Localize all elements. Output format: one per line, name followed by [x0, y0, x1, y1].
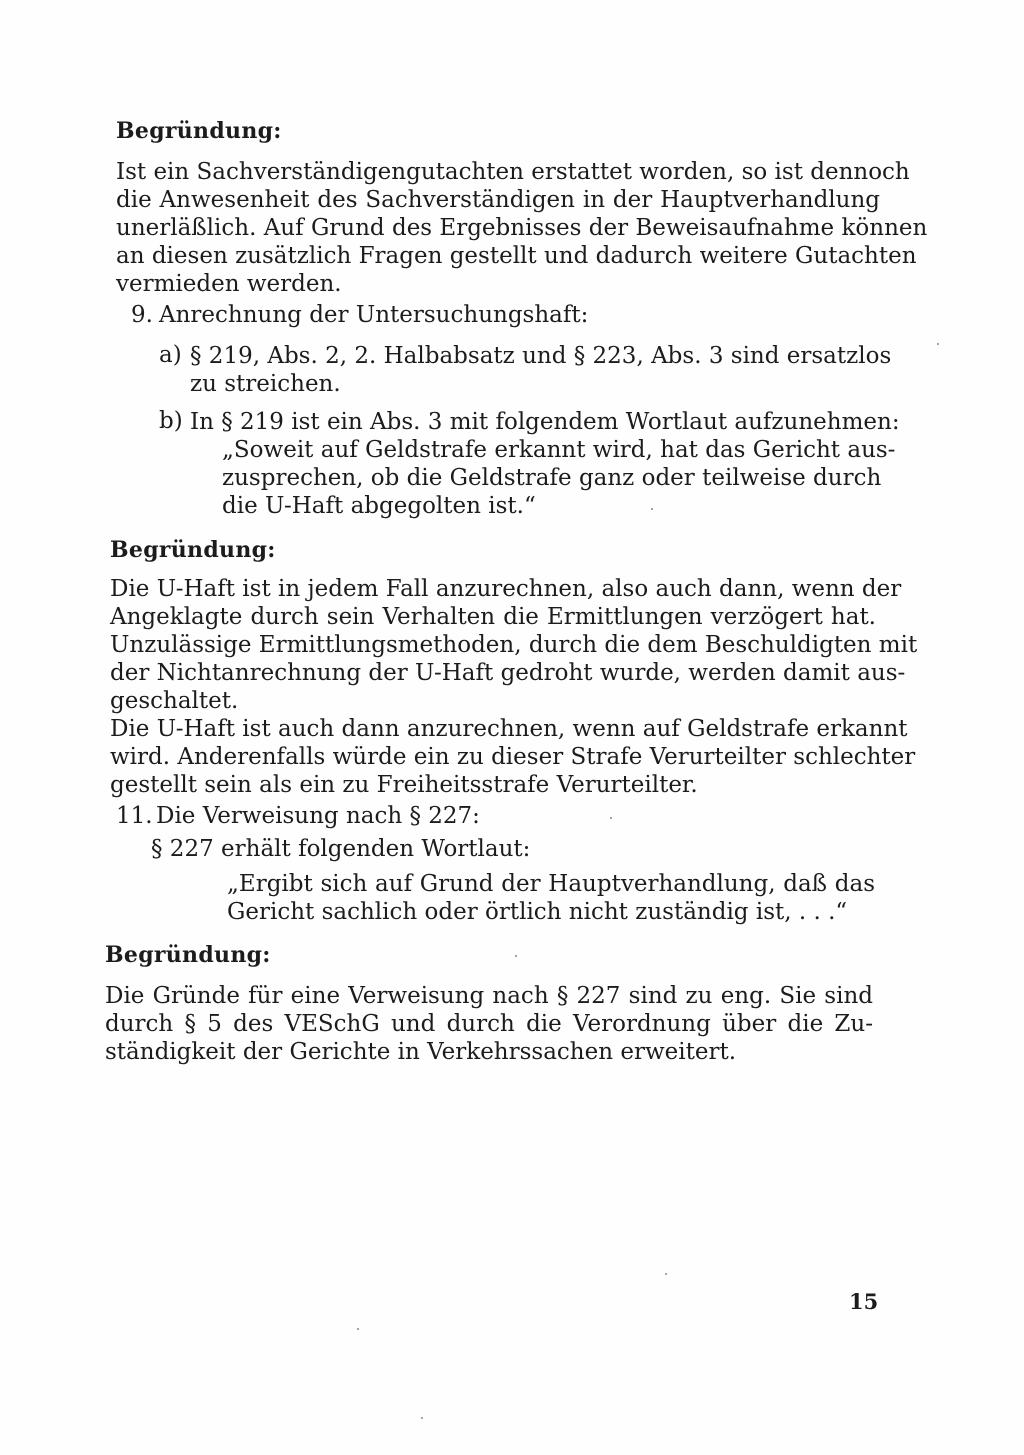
text-line: durch § 5 des VESchG und durch die Verordnung über die Zu-: [105, 1011, 873, 1037]
text-line: die U-Haft abgegolten ist.“: [222, 493, 536, 519]
heading-begruendung-1: Begründung:: [116, 118, 282, 144]
text-line: Die U-Haft ist in jedem Fall anzurechnen, also auch dann, wenn der: [110, 576, 902, 602]
text-line: ständigkeit der Gerichte in Verkehrssachen erweitert.: [105, 1039, 737, 1065]
paragraph-u-haft-geldstrafe: [110, 715, 916, 799]
item-9-number: 9.: [131, 302, 153, 328]
item-9b-quote: [222, 436, 896, 520]
text-line: Die Gründe für eine Verweisung nach § 227 sind zu eng. Sie sind: [105, 983, 873, 1009]
scan-speck: [357, 1328, 359, 1330]
text-line: Angeklagte durch sein Verhalten die Ermittlungen verzögert hat.: [110, 604, 876, 630]
page-number: 15: [849, 1289, 879, 1314]
scan-speck: [665, 1273, 667, 1275]
item-11-quote: [227, 870, 875, 926]
paragraph-u-haft-anrechnung: [110, 575, 918, 715]
text-line: „Ergibt sich auf Grund der Hauptverhandlung, daß das: [227, 871, 875, 897]
text-line: die Anwesenheit des Sachverständigen in der Hauptverhandlung: [116, 187, 880, 213]
item-11-number: 11.: [116, 803, 153, 829]
text-line: Die U-Haft ist auch dann anzurechnen, wenn auf Geldstrafe erkannt: [110, 716, 908, 742]
text-line: der Nichtanrechnung der U-Haft gedroht wurde, werden damit aus-: [110, 660, 906, 686]
scan-speck: [937, 343, 939, 345]
text-line: zusprechen, ob die Geldstrafe ganz oder teilweise durch: [222, 465, 882, 491]
scan-speck: [515, 955, 517, 957]
item-11-title: Die Verweisung nach § 227:: [156, 803, 480, 829]
text-line: unerläßlich. Auf Grund des Ergebnisses der Beweisaufnahme können: [116, 215, 928, 241]
heading-begruendung-2: Begründung:: [110, 537, 276, 563]
text-line: zu streichen.: [190, 371, 341, 397]
text-line: In § 219 ist ein Abs. 3 mit folgendem Wortlaut aufzunehmen:: [190, 409, 900, 435]
text-line: „Soweit auf Geldstrafe erkannt wird, hat das Gericht aus-: [222, 437, 896, 463]
text-line: vermieden werden.: [116, 271, 342, 297]
item-9b-intro: [190, 408, 900, 436]
text-line: an diesen zusätzlich Fragen gestellt und dadurch weitere Gutachten: [116, 243, 917, 269]
text-line: Ist ein Sachverständigengutachten erstattet worden, so ist dennoch: [116, 159, 910, 185]
scan-speck: [610, 817, 612, 819]
heading-begruendung-3: Begründung:: [105, 942, 271, 968]
text-line: Unzulässige Ermittlungsmethoden, durch die dem Beschuldigten mit: [110, 632, 918, 658]
item-11-intro: § 227 erhält folgenden Wortlaut:: [151, 836, 531, 862]
item-9a-text: [190, 342, 892, 398]
item-9-title: Anrechnung der Untersuchungshaft:: [159, 302, 589, 328]
item-9a-label: a): [159, 342, 182, 368]
scan-speck: [651, 508, 653, 510]
text-line: § 219, Abs. 2, 2. Halbabsatz und § 223, Abs. 3 sind ersatzlos: [190, 343, 892, 369]
scan-speck: [421, 1417, 423, 1419]
text-line: Gericht sachlich oder örtlich nicht zuständig ist, . . .“: [227, 899, 848, 925]
text-line: gestellt sein als ein zu Freiheitsstrafe Verurteilter.: [110, 772, 698, 798]
text-line: geschaltet.: [110, 688, 239, 714]
paragraph-verweisung: [105, 982, 873, 1066]
item-9b-label: b): [159, 408, 183, 434]
paragraph-sachverstaendige: [116, 158, 928, 298]
text-line: wird. Anderenfalls würde ein zu dieser Strafe Verurteilter schlechter: [110, 744, 916, 770]
